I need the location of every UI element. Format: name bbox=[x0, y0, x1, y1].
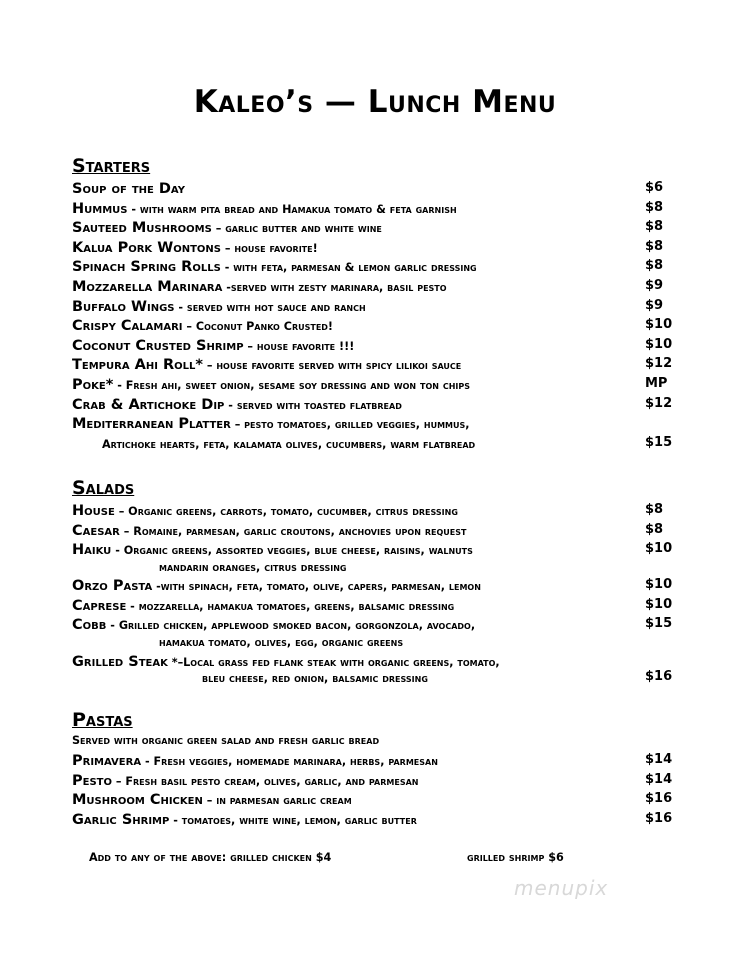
menu-item: Caprese - mozzarella, hamakua tomatoes, greens, balsamic dressing $10 bbox=[72, 596, 673, 614]
salads-heading: Salads bbox=[72, 477, 135, 499]
menu-item: Garlic Shrimp - tomatoes, white wine, lemon, garlic butter $16 bbox=[72, 810, 673, 828]
pastas-heading: Pastas bbox=[72, 709, 133, 731]
price: $8 bbox=[645, 199, 664, 215]
menu-item: Kalua Pork Wontons – house favorite! $8 bbox=[72, 238, 664, 256]
price: $9 bbox=[645, 277, 664, 293]
price: $16 bbox=[645, 791, 673, 807]
price: $12 bbox=[645, 395, 673, 411]
menu-item: Caesar – Romaine, parmesan, garlic croutons, anchovies upon request $8 bbox=[72, 521, 664, 539]
addon-chicken: Add to any of the above: grilled chicken $4 bbox=[89, 851, 332, 864]
starters-section bbox=[72, 154, 682, 452]
price: $9 bbox=[645, 297, 664, 313]
starters-heading: Starters bbox=[72, 155, 151, 177]
menu-item: Spinach Spring Rolls - with feta, parmesan & lemon garlic dressing $8 bbox=[72, 258, 664, 276]
menu-item: Mushroom Chicken – in parmesan garlic cream $16 bbox=[72, 791, 673, 809]
watermark-logo: menupix bbox=[514, 876, 609, 900]
price: $16 bbox=[645, 810, 673, 826]
price: $15 bbox=[645, 616, 673, 632]
addon-shrimp: grilled shrimp $6 bbox=[467, 851, 564, 864]
menu-item: Pesto – Fresh basil pesto cream, olives, garlic, and parmesan $14 bbox=[72, 771, 673, 789]
menu-title: Kaleo’s — Lunch Menu bbox=[193, 84, 557, 120]
price: $8 bbox=[645, 238, 664, 254]
price: $10 bbox=[645, 317, 673, 333]
menu-item: Sauteed Mushrooms – garlic butter and white wine $8 bbox=[72, 219, 664, 237]
price: MP bbox=[645, 375, 668, 391]
price: $8 bbox=[645, 219, 664, 235]
menu-item: Poke* - Fresh ahi, sweet onion, sesame soy dressing and won ton chips MP bbox=[72, 375, 668, 393]
menu-item: Buffalo Wings - served with hot sauce and ranch $9 bbox=[72, 297, 664, 315]
menu-item: Mozzarella Marinara -served with zesty marinara, basil pesto $9 bbox=[72, 277, 664, 295]
menu-item-continuation: Artichoke hearts, feta, kalamata olives, cucumbers, warm flatbread $15 bbox=[102, 434, 673, 451]
menu-item: Crab & Artichoke Dip - served with toasted flatbread $12 bbox=[72, 395, 673, 413]
price: $6 bbox=[645, 180, 664, 195]
pastas-section bbox=[72, 708, 682, 828]
menu-item-continuation: bleu cheese, red onion, balsamic dressing $16 bbox=[202, 669, 673, 686]
price: $12 bbox=[645, 356, 673, 372]
menu-item: Hummus - with warm pita bread and Hamakua tomato & feta garnish $8 bbox=[72, 199, 664, 217]
price: $10 bbox=[645, 596, 673, 612]
menu-item: Crispy Calamari – Coconut Panko Crusted! $10 bbox=[72, 317, 673, 335]
price: $10 bbox=[645, 577, 673, 593]
price: $8 bbox=[645, 521, 664, 537]
price: $16 bbox=[645, 669, 673, 685]
price: $8 bbox=[645, 258, 664, 274]
price: $15 bbox=[645, 434, 673, 450]
menu-item-continuation: mandarin oranges, citrus dressing bbox=[159, 561, 347, 575]
menu-item: Primavera - Fresh veggies, homemade marinara, herbs, parmesan $14 bbox=[72, 752, 673, 769]
pastas-note: Served with organic green salad and fresh garlic bread bbox=[72, 734, 380, 747]
salads-section bbox=[72, 476, 682, 685]
menu-item-continuation: hamakua tomato, olives, egg, organic greens bbox=[159, 636, 404, 650]
menu-item: Grilled Steak *–Local grass fed flank steak with organic greens, tomato, bbox=[72, 654, 500, 671]
menu-item: Coconut Crusted Shrimp – house favorite !!! $10 bbox=[72, 336, 673, 354]
price: $14 bbox=[645, 771, 673, 787]
menu-item: Haiku - Organic greens, assorted veggies, blue cheese, raisins, walnuts $10 bbox=[72, 541, 673, 559]
menu-item: Orzo Pasta -with spinach, feta, tomato, olive, capers, parmesan, lemon $10 bbox=[72, 577, 673, 595]
price: $10 bbox=[645, 541, 673, 557]
menu-item: Tempura Ahi Roll* – house favorite served with spicy lilikoi sauce $12 bbox=[72, 356, 673, 374]
price: $10 bbox=[645, 336, 673, 352]
price: $14 bbox=[645, 752, 673, 767]
menu-item: House – Organic greens, carrots, tomato, cucumber, citrus dressing $8 bbox=[72, 502, 664, 519]
menu-item: Soup of the Day $6 bbox=[72, 180, 664, 197]
menu-item: Mediterranean Platter – pesto tomatoes, grilled veggies, hummus, bbox=[72, 416, 470, 433]
menu-item: Cobb - Grilled chicken, applewood smoked bacon, gorgonzola, avocado, $15 bbox=[72, 616, 673, 634]
price: $8 bbox=[645, 502, 664, 517]
